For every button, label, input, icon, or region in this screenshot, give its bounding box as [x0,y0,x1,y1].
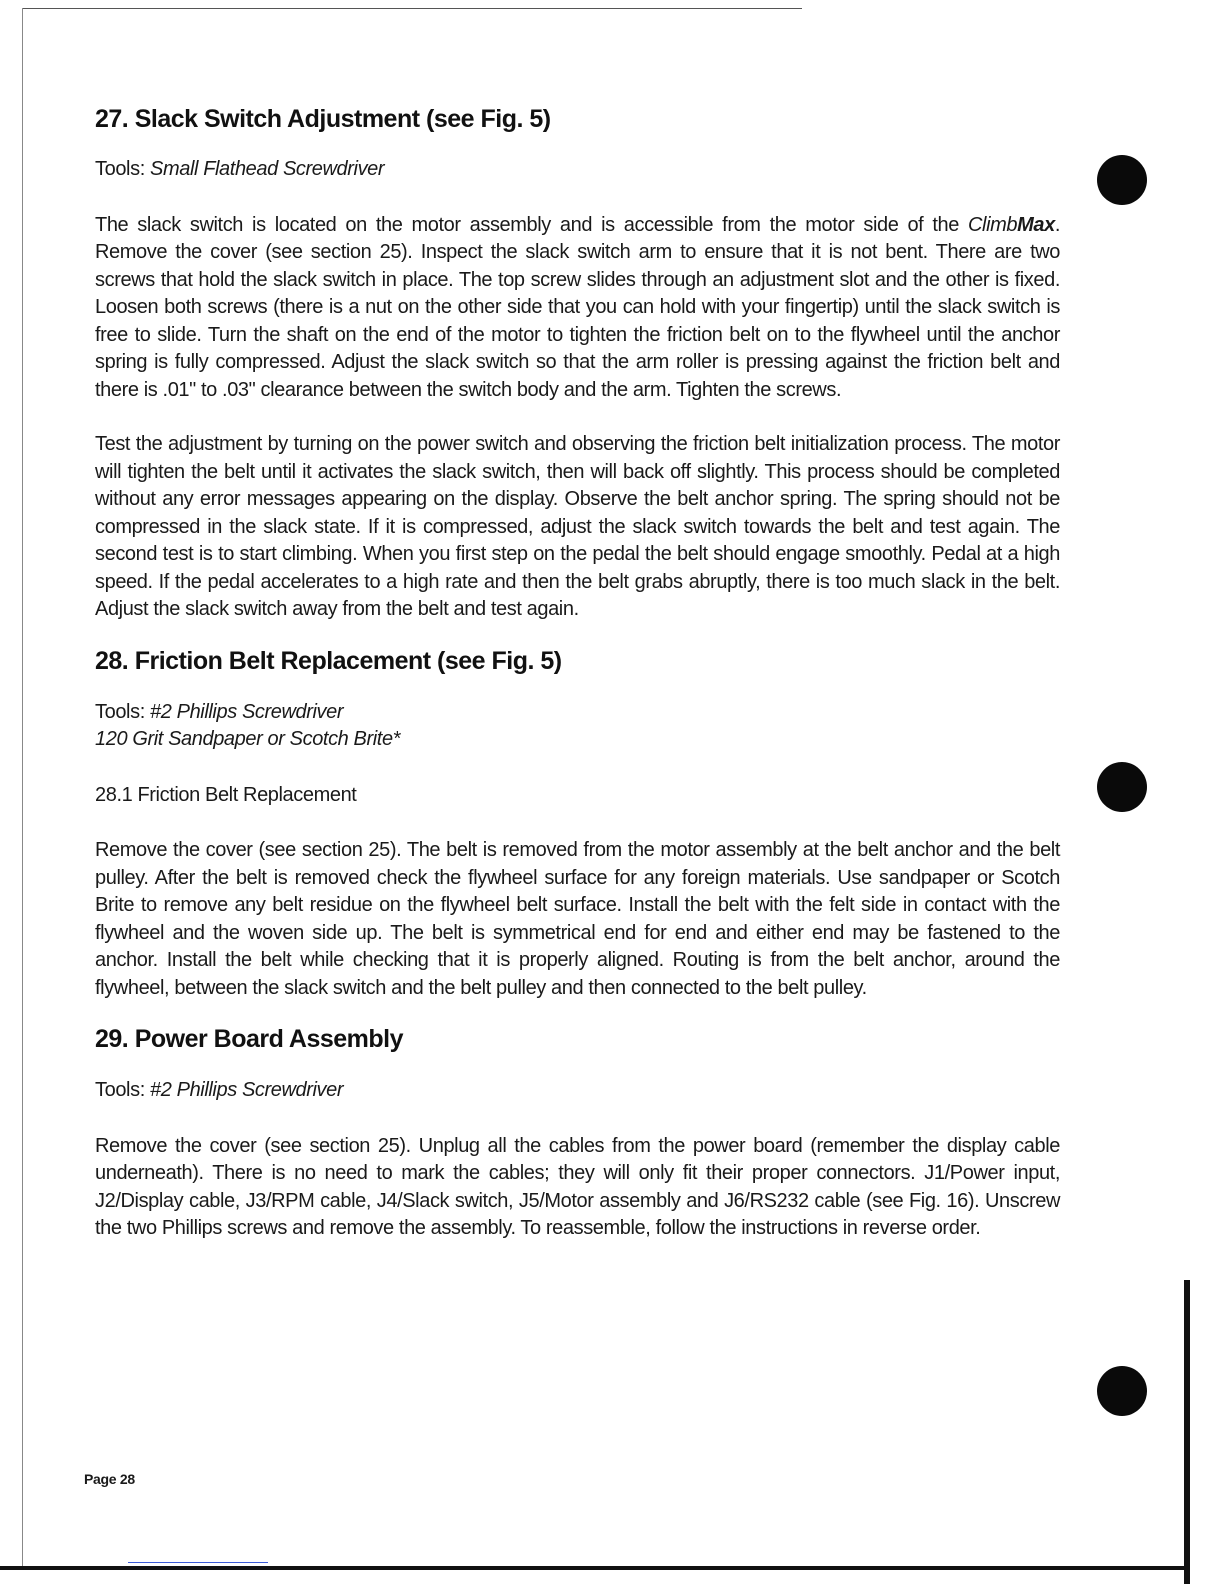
section-29-paragraph-1: Remove the cover (see section 25). Unplug all the cables from the power board (remember the display cable underneath). There is no need to mark the cables; they will only fit their proper connectors. J1/Power input, J2/Display cable, J3/RPM cable, J4/Slack switch, J5/Motor assembly and J6/RS232 cable (see Fig. 16). Unscrew the two Phillips screws and remove the assembly. To reassemble, follow the instructions in reverse order. [95,1134,1060,1239]
scan-mark [128,1562,268,1563]
scan-edge-right [1184,1280,1190,1584]
section-27-heading: 27. Slack Switch Adjustment (see Fig. 5) [95,105,551,133]
section-29-tools [95,1077,1060,1105]
tool-item: Small Flathead Screwdriver [150,158,385,180]
section-29-heading: 29. Power Board Assembly [95,1025,404,1053]
section-28-tools [95,699,1060,754]
tools-label: Tools: [95,700,145,723]
tool-item: 120 Grit Sandpaper or Scotch Brite* [95,728,401,750]
brand-name [968,214,1055,236]
section-28-heading: 28. Friction Belt Replacement (see Fig. 5) [95,646,562,675]
paragraph-text: . Remove the cover (see section 25). Inspect the slack switch arm to ensure that it is not bent. There are two screws that hold the slack switch in place. The top screw slides through an adjustment slot and the other is fixed. Loosen both screws (there is a nut on the other side that you can hold with your fingertip) until the slack switch is free to slide. Turn the shaft on the end of the motor to tighten the friction belt on to the flywheel until the anchor spring is fully compressed. Adjust the slack switch so that the arm roller is pressing against the friction belt and there is .01" to .03" clearance between the switch body and the arm. Tighten the screws. [95,213,1060,401]
scan-edge-left [22,8,23,1568]
brand-prefix: Climb [967,213,1018,236]
brand-suffix: Max [1017,213,1055,236]
section-27-tools [95,156,1060,184]
binder-hole-top [1097,155,1147,205]
tools-label: Tools: [95,1079,145,1101]
section-27-paragraph-2: Test the adjustment by turning on the power switch and observing the friction belt initialization process. The motor will tighten the belt until it activates the slack switch, then will back off slightly. This process should be completed without any error messages appearing on the display. Observe the belt anchor spring. The spring should not be compressed in the slack state. If it is compressed, adjust the slack switch towards the belt and test again. The second test is to start climbing. When you first step on the pedal the belt should engage smoothly. Pedal at a high speed. If the pedal accelerates to a high rate and then the belt grabs abruptly, there is too much slack in the belt. Adjust the slack switch away from the belt and test again. [95,433,1060,620]
binder-hole-bottom [1097,1366,1147,1416]
section-28-paragraph-1: Remove the cover (see section 25). The belt is removed from the motor assembly at the belt anchor and the belt pulley. After the belt is removed check the flywheel surface for any foreign materials. Use sandpaper or Scotch Brite to remove any belt residue on the flywheel belt surface. Install the belt with the felt side in contact with the flywheel and the woven side up. The belt is symmetrical end for end and either end may be fastened to the anchor. Install the belt while checking that it is properly aligned. Routing is from the belt anchor, around the flywheel, between the slack switch and the belt pulley and then connected to the belt pulley. [95,839,1060,999]
tools-label: Tools: [95,158,145,180]
page-number: Page 28 [84,1471,135,1487]
section-27-paragraph-1 [95,212,1060,405]
tool-item: #2 Phillips Screwdriver [150,1079,344,1101]
scan-edge-bottom [0,1566,1190,1570]
tool-item: #2 Phillips Screwdriver [150,700,344,723]
paragraph-text: The slack switch is located on the motor assembly and is accessible from the motor side of the [95,213,968,236]
section-28-subheading: 28.1 Friction Belt Replacement [95,783,357,806]
binder-hole-middle [1097,762,1147,812]
document-body [95,104,1060,1243]
scan-edge-top [22,8,802,9]
